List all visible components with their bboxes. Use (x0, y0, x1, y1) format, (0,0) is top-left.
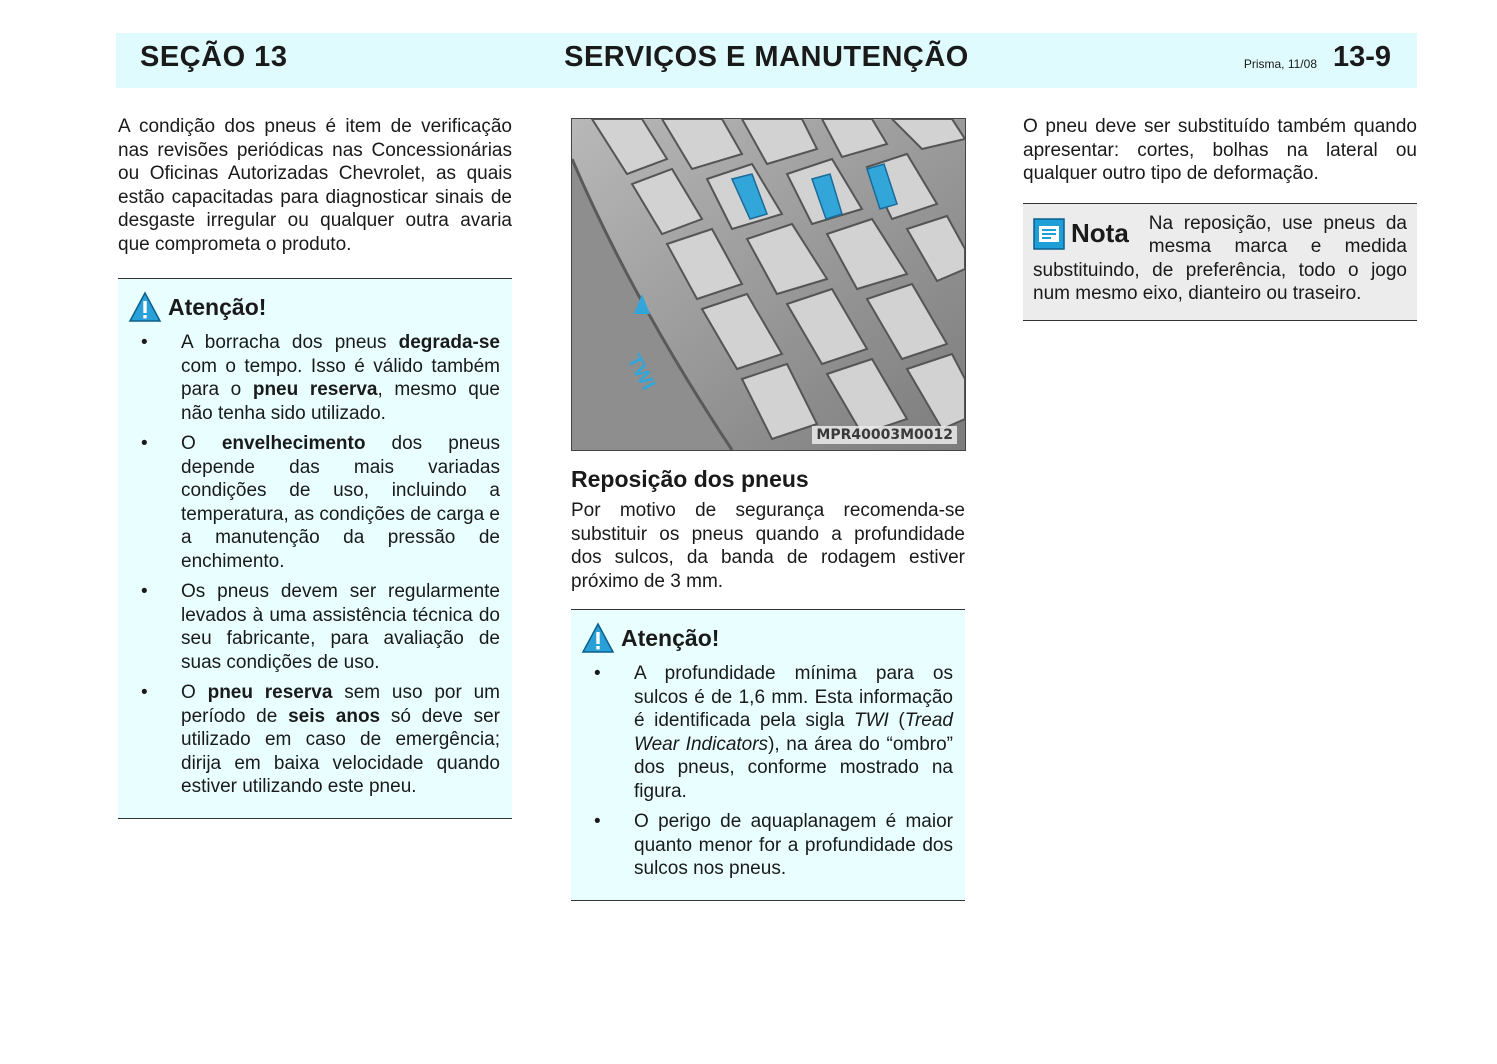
warning-box-2 (571, 609, 965, 901)
warning-box-1 (118, 278, 512, 819)
page-header (116, 33, 1417, 88)
warning-icon (581, 622, 615, 654)
note-label: Nota (1071, 218, 1129, 248)
warning-icon (128, 291, 162, 323)
replacement-paragraph: Por motivo de segurança recomenda-se substituir os pneus quando a profundidade dos sulcos, da banda de rodagem estiver próximo de 3 mm. (571, 500, 965, 592)
note-box (1023, 203, 1417, 321)
warning-list (581, 662, 953, 881)
column-2 (571, 466, 965, 901)
page-title: SERVIÇOS E MANUTENÇÃO (564, 41, 969, 73)
damage-paragraph: O pneu deve ser substituído também quando apresentar: cortes, bolhas na lateral ou qualquer outro tipo de deformação. (1023, 116, 1417, 184)
column-3 (1023, 115, 1417, 321)
list-item: • A borracha dos pneus degrada-se com o tempo. Isso é válido também para o pneu reserva, mesmo que não tenha sido utilizado. (128, 331, 500, 425)
edition-label: Prisma, 11/08 (1243, 57, 1317, 71)
intro-paragraph: A condição dos pneus é item de verificação nas revisões periódicas nas Concessionárias ou Oficinas Autorizadas Chevrolet, as quais estão capacitadas para diagnosticar sinais de desgaste irregular ou qualquer outra avaria que comprometa o produto. (118, 116, 512, 255)
tire-illustration (572, 119, 965, 450)
warning-title: Atenção! (168, 293, 267, 320)
list-item: • Os pneus devem ser regularmente levados à uma assistência técnica do seu fabricante, para avaliação de suas condições de uso. (128, 580, 500, 674)
section-subheading: Reposição dos pneus (571, 466, 809, 492)
column-1 (118, 115, 512, 819)
warning-list (128, 331, 500, 799)
warning-heading (581, 622, 953, 654)
page-number: 13-9 (1332, 41, 1391, 73)
note-text: Na reposição, use pneus da mesma marca e medida substituindo, de preferência, todo o jogo num mesmo eixo, dianteiro ou traseiro. (1033, 212, 1407, 304)
figure-code: MPR40003M0012 (812, 426, 957, 444)
note-icon (1033, 218, 1065, 250)
list-item: • O envelhecimento dos pneus depende das mais variadas condições de uso, incluindo a temperatura, as condições de carga e a manutenção da pressão de enchimento. (128, 432, 500, 573)
section-label: SEÇÃO 13 (140, 41, 288, 73)
note-heading (1033, 218, 1129, 250)
list-item: • A profundidade mínima para os sulcos é de 1,6 mm. Esta informação é identificada pela sigla TWI (Tread Wear Indicators), na área do “ombro” dos pneus, conforme mostrado na figura. (581, 662, 953, 803)
warning-heading (128, 291, 500, 323)
list-item: • O perigo de aquaplanagem é maior quanto menor for a profundidade dos sulcos nos pneus. (581, 810, 953, 881)
tire-tread-figure (571, 118, 966, 451)
warning-title: Atenção! (621, 624, 720, 651)
twi-marking: TWI (622, 351, 660, 394)
list-item: • O pneu reserva sem uso por um período de seis anos só deve ser utilizado em caso de emergência; dirija em baixa velocidade quando estiver utilizando este pneu. (128, 681, 500, 799)
